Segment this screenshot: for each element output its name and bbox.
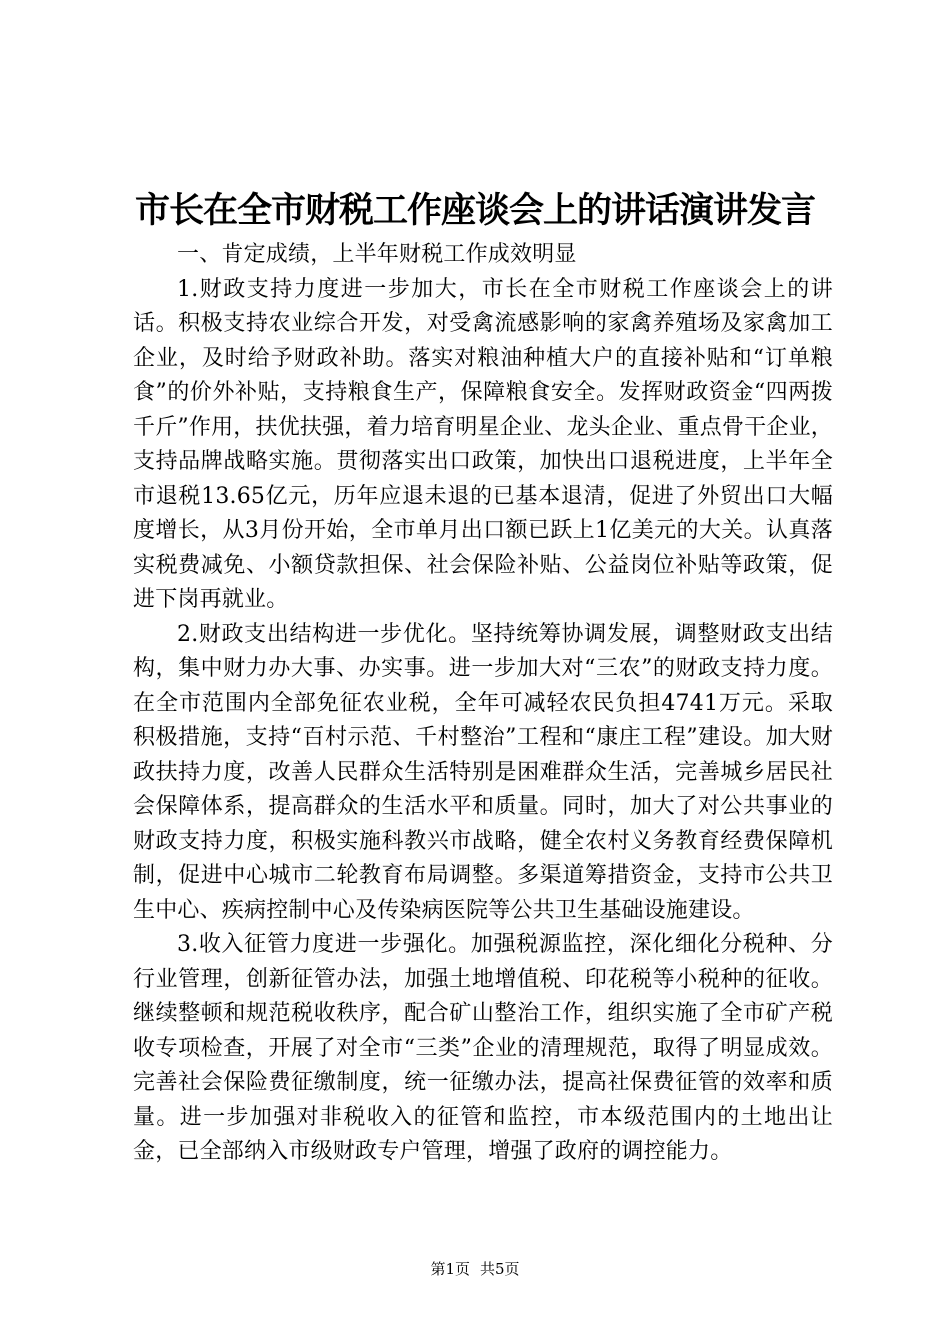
paragraph-3: 3.收入征管力度进一步强化。加强税源监控，深化细化分税种、分行业管理，创新征管办法，加强土地增值税、印花税等小税种的征收。继续整顿和规范税收秩序，配合矿山整治工作，组织实施了全市矿产税收专项检查，开展了对全市“三类”企业的清理规范，取得了明显成效。完善社会保险费征缴制度，统一征缴办法，提高社保费征管的效率和质量。进一步加强对非税收入的征管和监控，市本级范围内的土地出让金，已全部纳入市级财政专户管理，增强了政府的调控能力。 [133,932,833,1164]
paragraph-2: 2.财政支出结构进一步优化。坚持统筹协调发展，调整财政支出结构，集中财力办大事、办实事。进一步加大对“三农”的财政支持力度。在全市范围内全部免征农业税，全年可减轻农民负担4741万元。采取积极措施，支持“百村示范、千村整治”工程和“康庄工程”建设。加大财政扶持力度，改善人民群众生活特别是困难群众生活，完善城乡居民社会保障体系，提高群众的生活水平和质量。同时，加大了对公共事业的财政支持力度，积极实施科教兴市战略，健全农村义务教育经费保障机制，促进中心城市二轮教育布局调整。多渠道筹措资金，支持市公共卫生中心、疾病控制中心及传染病医院等公共卫生基础设施建设。 [133,621,833,923]
document-body [133,238,833,1170]
paragraph-1: 1.财政支持力度进一步加大，市长在全市财税工作座谈会上的讲话。积极支持农业综合开发，对受禽流感影响的家禽养殖场及家禽加工企业，及时给予财政补助。落实对粮油种植大户的直接补贴和“订单粮食”的价外补贴，支持粮食生产，保障粮食安全。发挥财政资金“四两拨千斤”作用，扶优扶强，着力培育明星企业、龙头企业、重点骨干企业，支持品牌战略实施。贯彻落实出口政策，加快出口退税进度，上半年全市退税13.65亿元，历年应退未退的已基本退清，促进了外贸出口大幅度增长，从3月份开始，全市单月出口额已跃上1亿美元的大关。认真落实税费减免、小额贷款担保、社会保险补贴、公益岗位补贴等政策，促进下岗再就业。 [133,276,833,612]
page-footer [0,1259,950,1279]
document-title: 市长在全市财税工作座谈会上的讲话演讲发言 [134,190,815,231]
page-total: 共5页 [480,1260,520,1278]
section-heading: 一、肯定成绩，上半年财税工作成效明显 [177,242,577,267]
page-number: 第1页 [430,1260,470,1278]
